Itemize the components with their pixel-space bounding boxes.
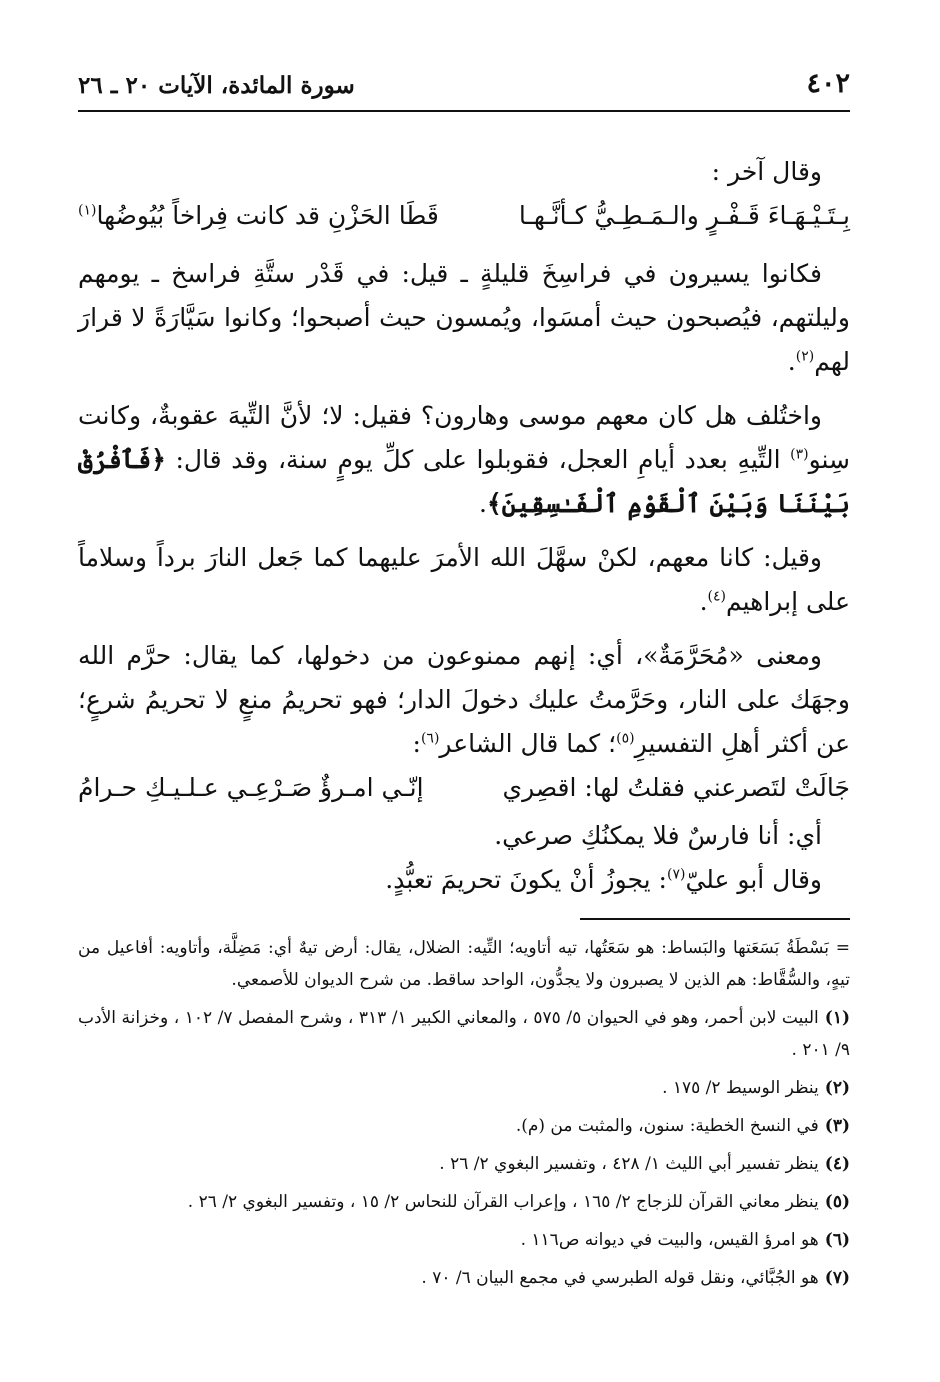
running-title: سورة المائدة، الآيات ٢٠ ـ ٢٦ bbox=[78, 72, 355, 99]
paragraph-4-text-b: ؛ كما قال الشاعر bbox=[439, 729, 617, 758]
verse-1 bbox=[78, 194, 850, 242]
paragraph-4-text-c: : bbox=[412, 729, 421, 758]
page-header bbox=[78, 64, 850, 112]
footnote-number: (١) bbox=[824, 1008, 851, 1028]
paragraph-6-text-b: : يجوزُ أنْ يكونَ تحريمَ تعبُّدٍ. bbox=[385, 865, 667, 894]
footnote-ref-6: (٦) bbox=[420, 730, 440, 747]
paragraph-5: أي: أنا فارسٌ فلا يمكنُكِ صرعي. bbox=[494, 821, 822, 850]
paragraph-3-text: وقيل: كانا معهم، لكنْ سهَّلَ الله الأمرَ عليهما كما جَعل النارَ برداً وسلاماً على إبراهيم bbox=[78, 543, 850, 616]
footnote-divider bbox=[580, 918, 850, 920]
verse-1-second-text: قَطَا الحَزْنِ قد كانت فِراخاً بُيُوضُها bbox=[96, 201, 439, 230]
footnote-ref-1: (١) bbox=[78, 202, 97, 219]
paragraph-2-text-b: التِّيهِ بعدد أيامِ العجل، فقوبلوا على كلِّ يومٍ سنة، وقد قال: bbox=[165, 445, 791, 474]
paragraph-1: فكانوا يسيرون في فراسِخَ قليلةٍ ـ قيل: في قَدْر ستَّةِ فراسخ ـ يومهم وليلتهم، فيُصبحون حيث أمسَوا، ويُمسون حيث أصبحوا؛ وكانوا سَيَّارَةً لا قرارَ لهم$^{(٢)}$. bbox=[78, 259, 850, 376]
footnote-continuation: = بَسْطَةُ بَسَعَتها والبَساط: هو سَعَتُها، تيه أتاويه؛ التِّيه: الضلال، يقال: أرض تيهٌ أي: مَضِلَّة، وأتاويه: أفاعيل من تيهٍ، والسُّقَّاط: هم الذين لا يصبرون ولا يجدُّون، الواحد ساقط. من شرح الديوان للأصمعي. bbox=[78, 938, 850, 990]
paragraph-6-text-a: وقال أبو عليّ bbox=[685, 865, 822, 894]
verse-2 bbox=[78, 766, 850, 814]
footnote-text: ينظر الوسيط ٢/ ١٧٥ . bbox=[662, 1078, 819, 1098]
footnote-text: البيت لابن أحمر، وهو في الحيوان ٥/ ٥٧٥ ، والمعاني الكبير ١/ ٣١٣ ، وشرح المفصل ٧/ ١٠٢ ، وخزانة الأدب ٩/ ٢٠١ . bbox=[78, 1008, 850, 1060]
footnote-text: ينظر تفسير أبي الليث ١/ ٤٢٨ ، وتفسير البغوي ٢/ ٢٦ . bbox=[439, 1154, 819, 1174]
verse-2-second-hemistich: إنّـي امـرؤٌ صَـرْعِـي عـلـيـكِ حـرامُ bbox=[78, 773, 424, 802]
footnote-number: (٤) bbox=[824, 1154, 850, 1174]
footnote-text: هو الجُبَّائي، ونقل قوله الطبرسي في مجمع البيان ٦/ ٧٠ . bbox=[421, 1268, 819, 1288]
footnote-6 bbox=[78, 1224, 850, 1256]
footnote-3 bbox=[78, 1110, 850, 1142]
footnote-ref-5: (٥) bbox=[616, 730, 635, 747]
footnote-ref-4: (٤) bbox=[707, 588, 726, 605]
footnote-1 bbox=[78, 1002, 850, 1066]
verse-2-first-hemistich: جَالَتْ لتَصرعني فقلتُ لها: اقصِري bbox=[502, 773, 850, 802]
footnote-number: (٦) bbox=[824, 1230, 850, 1250]
footnote-text: في النسخ الخطية: سنون، والمثبت من (م). bbox=[515, 1116, 819, 1136]
page-number: ٤٠٢ bbox=[806, 68, 850, 99]
footnote-number: (٥) bbox=[824, 1192, 850, 1212]
paragraph-3 bbox=[78, 536, 850, 624]
footnote-ref-3: (٣) bbox=[790, 446, 809, 463]
footnote-ref-7: (٧) bbox=[666, 866, 686, 883]
footnote-2 bbox=[78, 1072, 850, 1104]
paragraph-4-text-a: ومعنى «مُحَرَّمَةٌ»، أي: إنهم ممنوعون من دخولها، كما يقال: حرَّم الله وجهَك على النار، وحَرَّمتُ عليك دخولَ الدار؛ فهو تحريمُ منعٍ لا تحريمُ شرعٍ؛ عن أكثر أهلِ التفسيرِ bbox=[78, 641, 850, 758]
verse-1-first-hemistich: بِـتَـيْـهَـاءَ قَـفْـرٍ والـمَـطِـيُّ كـأنَّـهـا bbox=[518, 201, 850, 230]
footnotes bbox=[78, 932, 850, 1300]
main-text bbox=[78, 150, 850, 902]
paragraph-1-text: فكانوا يسيرون في فراسِخَ قليلةٍ ـ قيل: في قَدْر ستَّةِ فراسخ ـ يومهم وليلتهم، فيُصبحون حيث أمسَوا، ويُمسون حيث أصبحوا؛ وكانوا سَيَّارَةً لا قرارَ لهم bbox=[78, 259, 850, 376]
footnote-ref-2: (٢) bbox=[795, 348, 815, 365]
footnote-4 bbox=[78, 1148, 850, 1180]
footnote-number: (٣) bbox=[824, 1116, 850, 1136]
paragraph-2-text-a: واختُلف هل كان معهم موسى وهارون؟ فقيل: لا؛ لأنَّ التِّيهَ عقوبةٌ، وكانت سِنو bbox=[78, 401, 850, 474]
intro-line: وقال آخر : bbox=[711, 157, 822, 186]
footnote-7 bbox=[78, 1262, 850, 1294]
footnote-number: (٧) bbox=[824, 1268, 850, 1288]
verse-1-second-hemistich bbox=[78, 194, 439, 238]
footnote-text: ينظر معاني القرآن للزجاج ٢/ ١٦٥ ، وإعراب القرآن للنحاس ٢/ ١٥ ، وتفسير البغوي ٢/ ٢٦ . bbox=[187, 1192, 819, 1212]
footnote-5 bbox=[78, 1186, 850, 1218]
paragraph-3-end: . bbox=[699, 587, 708, 616]
paragraph-6 bbox=[78, 858, 850, 902]
paragraph-2 bbox=[78, 394, 850, 526]
quran-quote: ﴿فَٱفْرُقْ بَيْنَنَا وَبَيْنَ ٱلْقَوْمِ ٱلْفَـٰسِقِينَ﴾ bbox=[78, 445, 850, 518]
paragraph-4 bbox=[78, 634, 850, 766]
paragraph-2-end: . bbox=[479, 489, 487, 518]
footnote-number: (٢) bbox=[824, 1078, 850, 1098]
footnote-text: هو امرؤ القيس، والبيت في ديوانه ص١١٦ . bbox=[520, 1230, 819, 1250]
